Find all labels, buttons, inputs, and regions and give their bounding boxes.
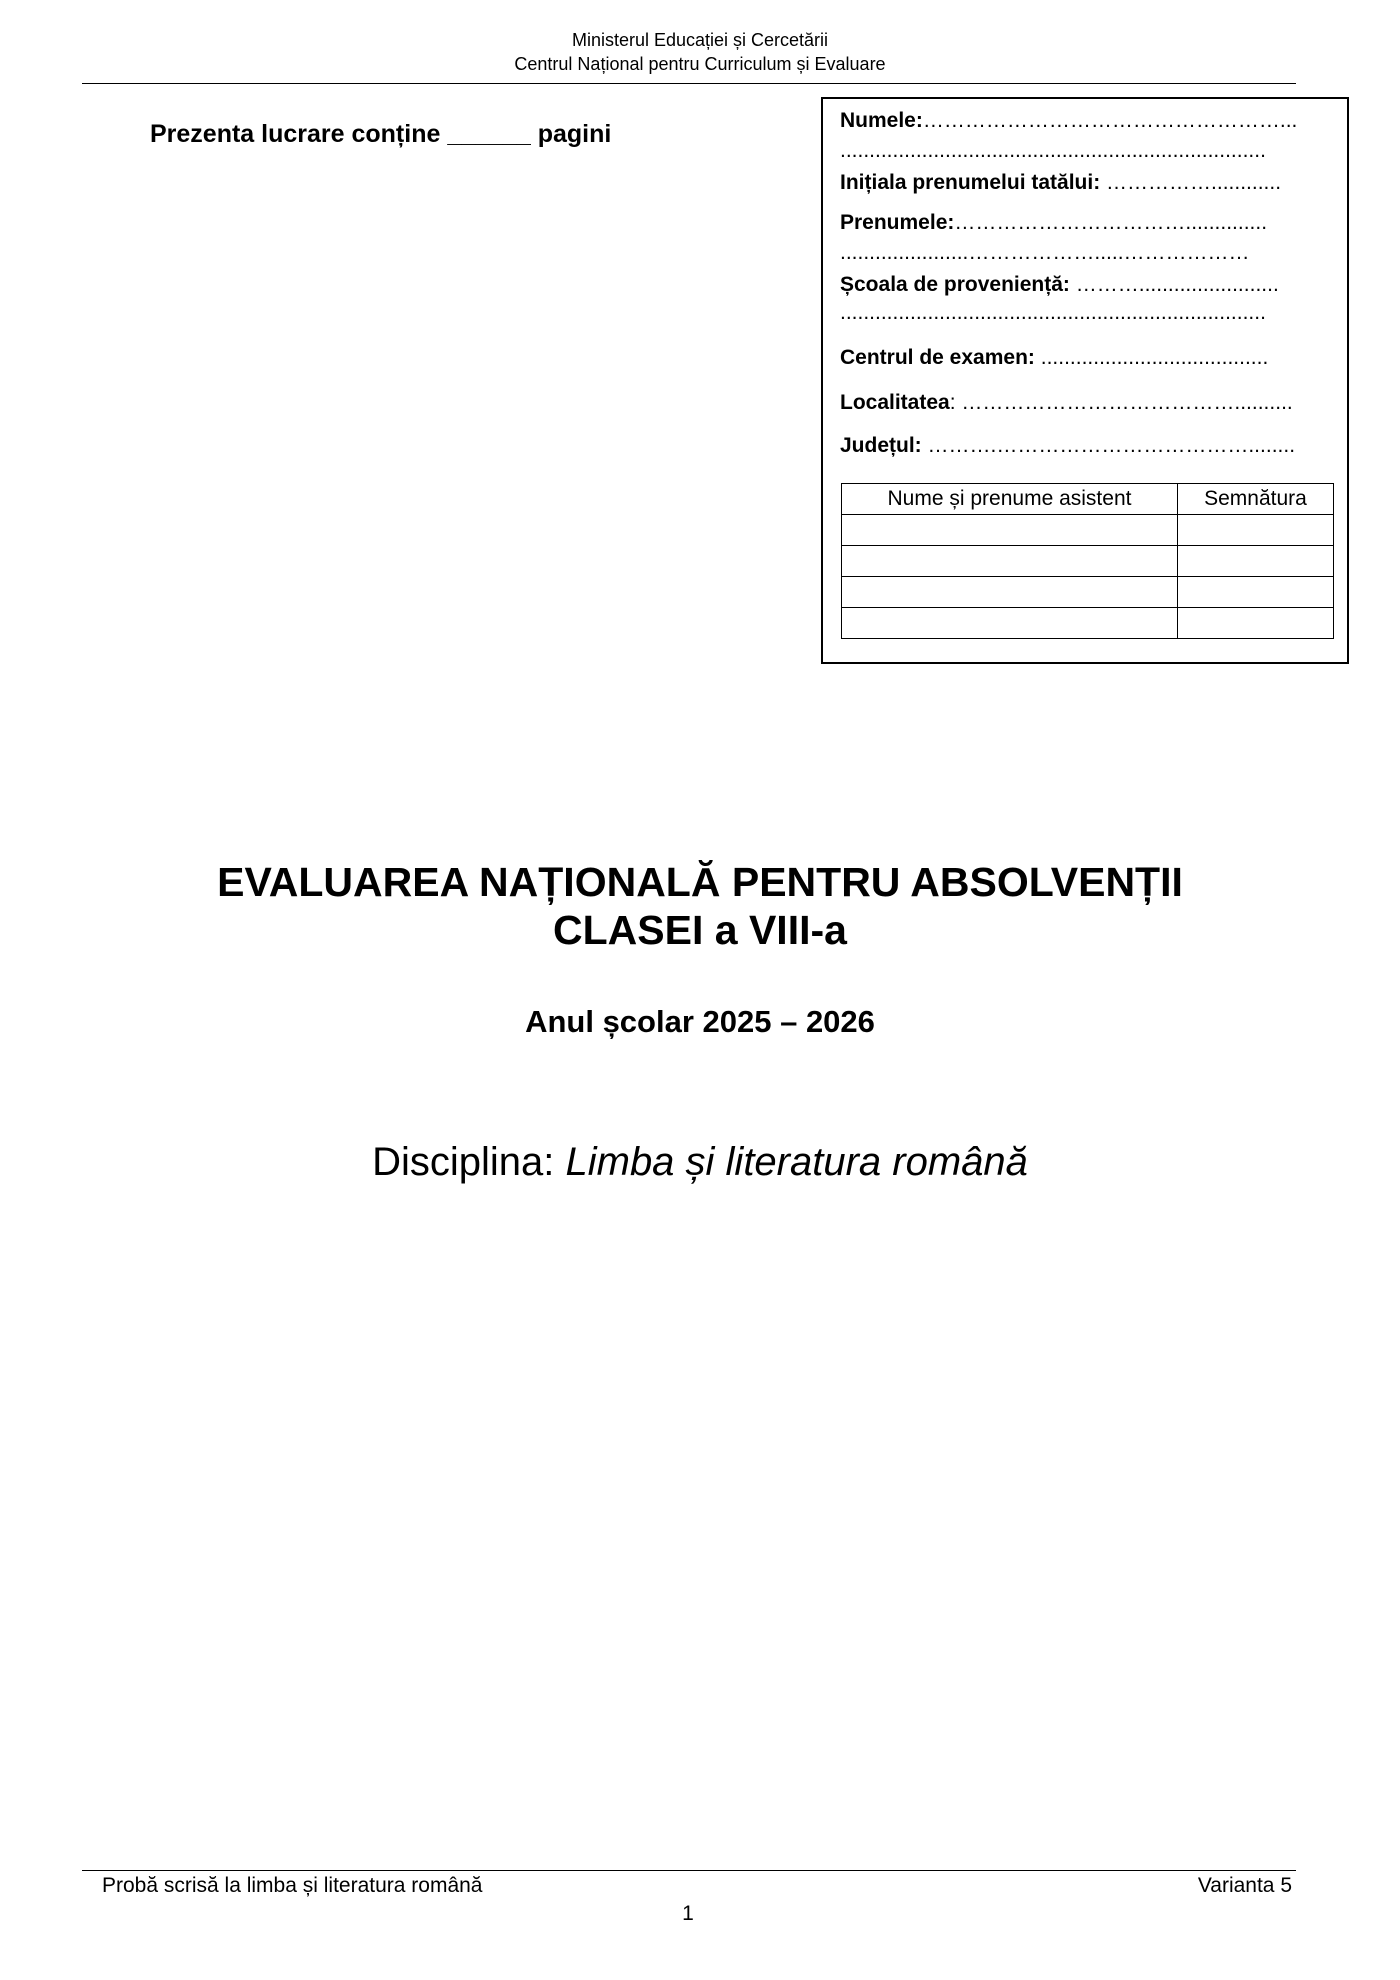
candidate-identification-box — [821, 97, 1349, 664]
initiala-dots: ……………............ — [1106, 171, 1282, 194]
evaluation-center-name: Centrul Național pentru Curriculum și Evaluare — [514, 54, 886, 74]
table-row — [842, 546, 1334, 577]
prenumele-label: Prenumele: — [840, 211, 955, 234]
footer-exam-name: Probă scrisă la limba și literatura română — [102, 1874, 483, 1897]
table-row — [842, 577, 1334, 608]
centrul-dots: ....................................... — [1040, 346, 1269, 369]
assistant-name-cell[interactable] — [842, 515, 1178, 546]
centrul-field[interactable] — [840, 346, 1268, 370]
numele-field[interactable] — [840, 109, 1297, 133]
footer-variant: Varianta 5 — [1197, 1874, 1292, 1897]
centrul-label: Centrul de examen: — [840, 346, 1035, 369]
assistant-name-cell[interactable] — [842, 577, 1178, 608]
initiala-label: Inițiala prenumelui tatălui: — [840, 171, 1101, 194]
assistant-name-cell[interactable] — [842, 546, 1178, 577]
judetul-field[interactable] — [840, 434, 1295, 458]
discipline-label: Disciplina: — [372, 1140, 566, 1184]
scoala-dots: ………........................ — [1075, 273, 1279, 296]
signature-cell[interactable] — [1178, 577, 1334, 608]
localitatea-dots: : ………………………………….......... — [949, 391, 1293, 414]
table-header-row — [842, 484, 1334, 515]
judetul-label: Județul: — [840, 434, 922, 457]
signature-cell[interactable] — [1178, 515, 1334, 546]
exam-title-line1: EVALUAREA NAȚIONALĂ PENTRU ABSOLVENȚII — [217, 859, 1183, 905]
scoala-field[interactable] — [840, 273, 1279, 297]
header-divider — [82, 83, 1296, 84]
numele-label: Numele: — [840, 109, 923, 132]
assistant-name-cell[interactable] — [842, 608, 1178, 639]
ministry-name: Ministerul Educației și Cercetării — [571, 30, 829, 50]
scoala-label: Școala de proveniență: — [840, 273, 1070, 296]
signature-cell[interactable] — [1178, 546, 1334, 577]
document-header — [0, 28, 1400, 76]
judetul-dots: ……….………………………………........ — [927, 434, 1296, 457]
scoala-dots-line2: ......................................................................... — [840, 301, 1266, 324]
footer-divider — [82, 1870, 1296, 1871]
school-year: Anul școlar 2025 – 2026 — [525, 1004, 875, 1039]
discipline-line — [0, 1140, 1400, 1185]
discipline-name: Limba și literatura română — [565, 1140, 1028, 1184]
numele-dots: ……………………………………………... — [922, 109, 1298, 132]
initiala-field[interactable] — [840, 171, 1281, 195]
signature-header: Semnătura — [1178, 484, 1334, 515]
localitatea-label: Localitatea — [840, 391, 950, 414]
table-row — [842, 515, 1334, 546]
exam-title-line2: CLASEI a VIII-a — [553, 907, 847, 953]
assistant-name-header: Nume și prenume asistent — [842, 484, 1178, 515]
prenumele-field[interactable] — [840, 211, 1267, 235]
prenumele-dots: …………………………….............. — [954, 211, 1268, 234]
numele-dots-line2: ......................................................................... — [840, 139, 1266, 162]
assistants-table — [841, 483, 1334, 639]
table-row — [842, 608, 1334, 639]
prenumele-dots-line2: ......................……………….....……………… — [840, 241, 1250, 264]
exam-title — [0, 858, 1400, 954]
localitatea-field[interactable] — [840, 391, 1293, 415]
page-number: 1 — [682, 1902, 694, 1925]
pages-statement: Prezenta lucrare conține ______ pagini — [150, 120, 612, 148]
signature-cell[interactable] — [1178, 608, 1334, 639]
